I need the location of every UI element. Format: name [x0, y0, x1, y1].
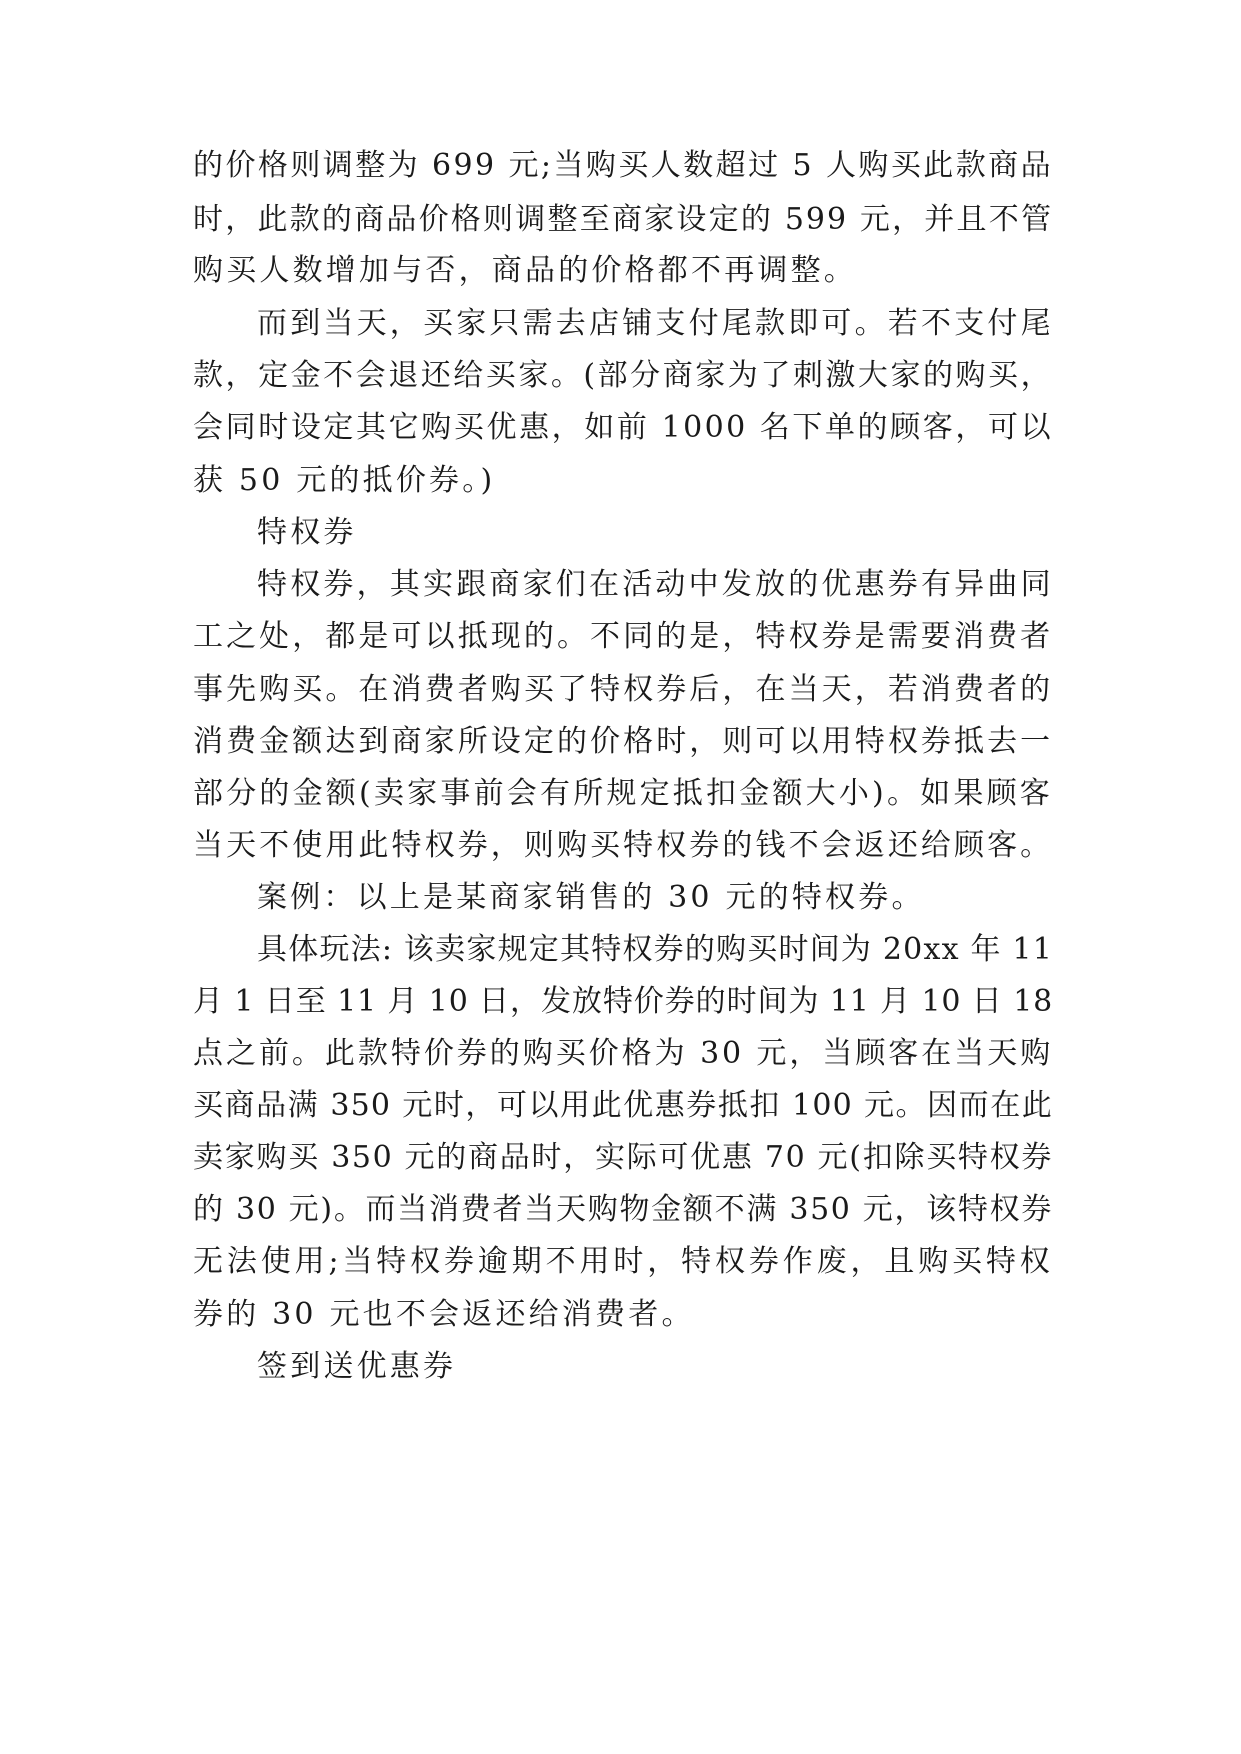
text-line: 买商品满 350 元时，可以用此优惠券抵扣 100 元。因而在此 — [193, 1088, 1053, 1123]
text-line: 当天不使用此特权券，则购买特权券的钱不会返还给顾客。 — [193, 828, 1053, 863]
text-line: 款，定金不会退还给买家。(部分商家为了刺激大家的购买， — [193, 358, 1053, 393]
text-line: 的价格则调整为 699 元;当购买人数超过 5 人购买此款商品 — [193, 148, 1053, 183]
text-line: 购买人数增加与否，商品的价格都不再调整。 — [193, 253, 857, 288]
text-line: 时，此款的商品价格则调整至商家设定的 599 元，并且不管 — [193, 202, 1053, 237]
text-line: 点之前。此款特价券的购买价格为 30 元，当顾客在当天购 — [193, 1036, 1053, 1071]
text-line: 部分的金额(卖家事前会有所规定抵扣金额大小)。如果顾客 — [193, 776, 1053, 811]
text-line: 获 50 元的抵价券。) — [193, 463, 496, 498]
section-heading: 签到送优惠券 — [257, 1349, 457, 1384]
paragraph-line: 案例：以上是某商家销售的 30 元的特权券。 — [257, 880, 925, 915]
paragraph-start-line: 而到当天，买家只需去店铺支付尾款即可。若不支付尾 — [257, 306, 1054, 341]
text-line: 无法使用;当特权券逾期不用时，特权券作废，且购买特权 — [193, 1244, 1053, 1279]
text-line: 卖家购买 350 元的商品时，实际可优惠 70 元(扣除买特权券 — [193, 1140, 1053, 1175]
paragraph-start-line: 具体玩法: 该卖家规定其特权券的购买时间为 20xx 年 11 — [257, 932, 1053, 967]
text-line: 工之处，都是可以抵现的。不同的是，特权券是需要消费者 — [193, 619, 1053, 654]
text-line: 消费金额达到商家所设定的价格时，则可以用特权券抵去一 — [193, 724, 1053, 759]
section-heading: 特权券 — [257, 515, 357, 550]
text-line: 事先购买。在消费者购买了特权券后，在当天，若消费者的 — [193, 672, 1053, 707]
paragraph-start-line: 特权券，其实跟商家们在活动中发放的优惠券有异曲同 — [257, 567, 1054, 602]
text-line: 券的 30 元也不会返还给消费者。 — [193, 1297, 695, 1332]
text-line: 的 30 元)。而当消费者当天购物金额不满 350 元，该特权券 — [193, 1192, 1053, 1227]
text-line: 月 1 日至 11 月 10 日，发放特价券的时间为 11 月 10 日 18 — [193, 984, 1053, 1019]
text-line: 会同时设定其它购买优惠，如前 1000 名下单的顾客，可以 — [193, 410, 1053, 445]
